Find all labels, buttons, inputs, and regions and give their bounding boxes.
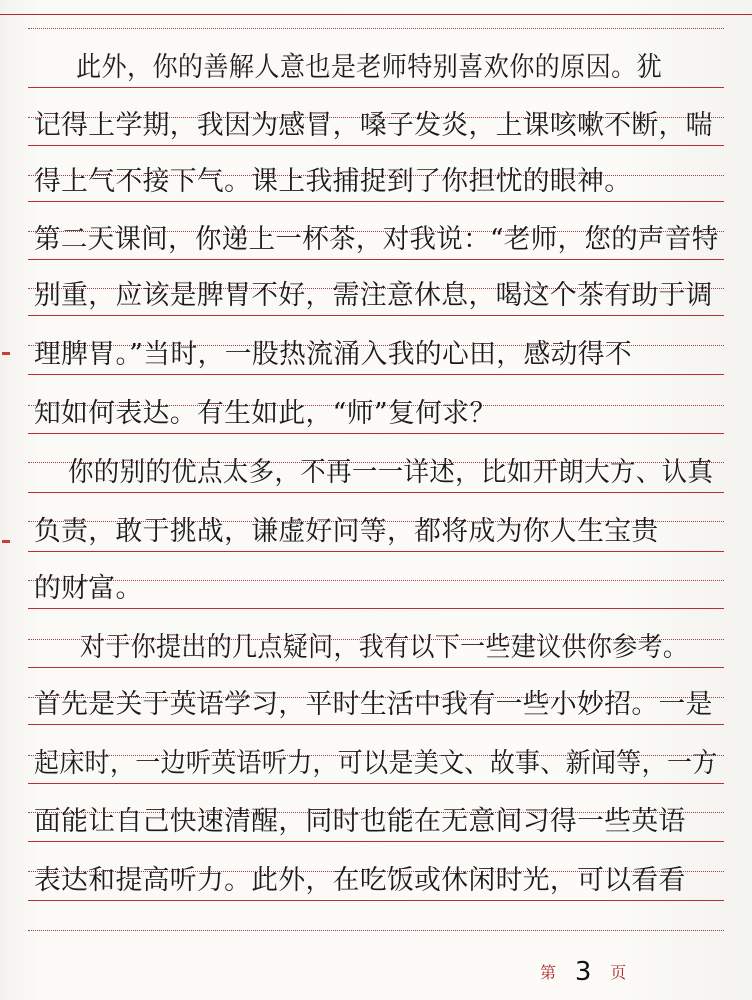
text-line: 你的别的优点太多，不再一一详述，比如开朗大方、认真 (68, 457, 714, 488)
top-rule (0, 14, 752, 15)
text-line: 得上气不接下气。课上我捕捉到了你担忧的眼神。 (34, 166, 632, 197)
text-line: 的财富。 (34, 573, 143, 604)
page-number: 3 (574, 957, 592, 987)
text-line: 别重，应该是脾胃不好，需注意休息，喝这个茶有助于调 (34, 280, 713, 311)
dotted-guide-line (28, 930, 724, 931)
text-line: 知如何表达。有生如此，“师”复何求？ (34, 398, 497, 429)
text-line: 记得上学期，我因为感冒，嗓子发炎，上课咳嗽不断，喘 (34, 110, 713, 141)
page-footer (540, 955, 626, 985)
margin-mark (2, 540, 10, 543)
text-line: 理脾胃。”当时，一股热流涌入我的心田，感动得不 (34, 339, 633, 370)
footer-prefix: 第 (540, 963, 557, 982)
text-line: 此外，你的善解人意也是老师特别喜欢你的原因。犹 (76, 52, 663, 83)
text-line: 负责，敢于挑战，谦虚好问等，都将成为你人生宝贵 (34, 516, 659, 547)
text-line: 面能让自己快速清醒，同时也能在无意间习得一些英语 (34, 806, 686, 837)
footer-suffix: 页 (610, 963, 627, 982)
text-line: 首先是关于英语学习，平时生活中我有一些小妙招。一是 (34, 689, 713, 720)
text-line: 第二天课间，你递上一杯茶，对我说：“老师，您的声音特 (34, 224, 719, 255)
text-line: 起床时，一边听英语听力，可以是美文、故事、新闻等，一方 (34, 748, 718, 779)
margin-mark (2, 352, 10, 355)
text-line: 表达和提高听力。此外，在吃饭或休闲时光，可以看看 (34, 865, 686, 896)
dotted-guide-line (28, 28, 724, 29)
text-line: 对于你提出的几点疑问，我有以下一些建议供你参考。 (80, 632, 689, 663)
